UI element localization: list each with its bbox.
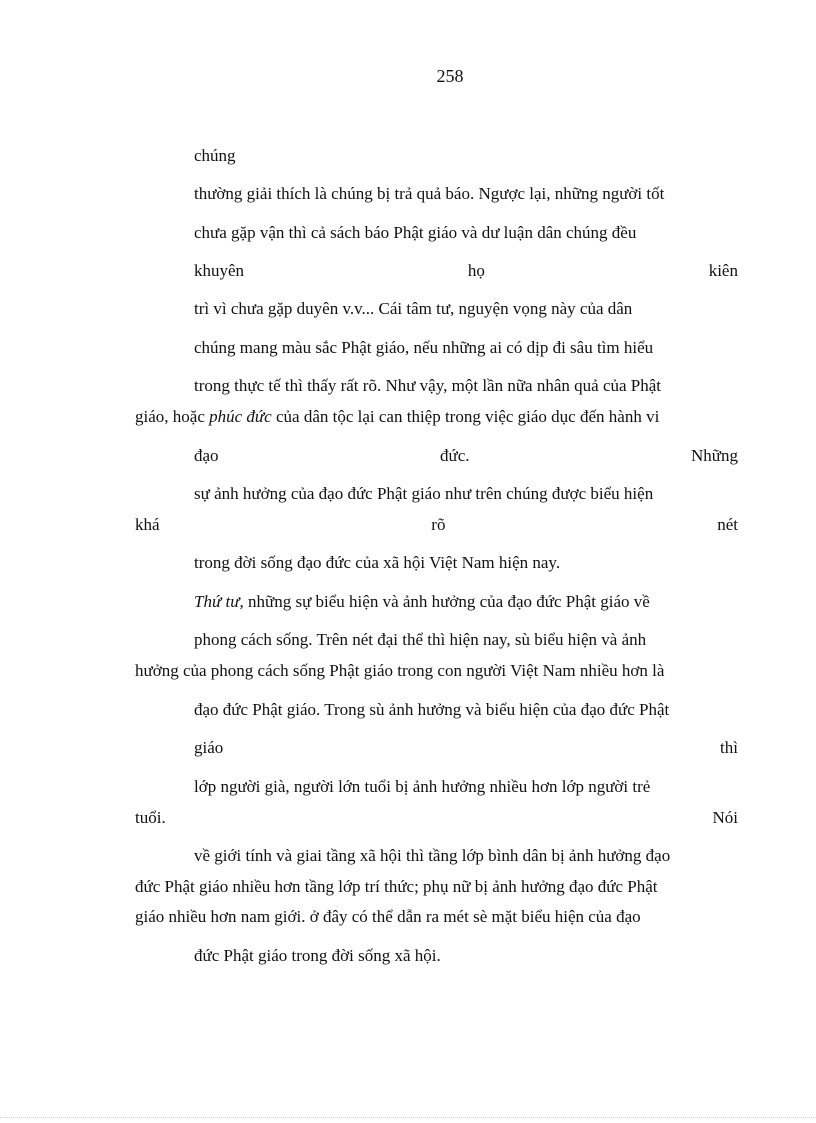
text-line: hưởng của phong cách sống Phật giáo trong con người Việt Nam nhiều hơn là	[135, 661, 665, 680]
text-line	[194, 446, 738, 466]
text-run: những sự biểu hiện và ảnh hưởng của đạo đức Phật giáo về	[243, 592, 650, 611]
text-run: của dân tộc lại can thiệp trong việc giáo dục đến hành vi	[271, 407, 660, 426]
text-line: đức Phật giáo trong đời sống xã hội.	[194, 946, 441, 965]
text-line: chúng mang màu sắc Phật giáo, nếu những ai có dịp đi sâu tìm hiểu	[194, 338, 654, 357]
text-line: về giới tính và giai tầng xã hội thì tầng lớp bình dân bị ảnh hưởng đạo	[194, 846, 671, 865]
word: rõ	[431, 515, 446, 534]
word: tuổi.	[135, 808, 166, 827]
page-number: 258	[436, 66, 464, 86]
word: Nói	[712, 808, 738, 827]
word: thì	[720, 738, 738, 757]
text-run: giáo, hoặc	[135, 407, 210, 426]
text-line	[135, 808, 738, 828]
word: kiên	[708, 261, 738, 280]
word: khuyên	[194, 261, 245, 280]
text-line	[194, 261, 738, 281]
text-line: trong đời sống đạo đức của xã hội Việt Nam hiện nay.	[194, 553, 561, 572]
emphasis-text: Thứ tư,	[194, 592, 244, 611]
text-line: giáo nhiều hơn nam giới. ở đây có thể dẫn ra mét sè mặt biểu hiện của đạo	[135, 907, 641, 926]
text-line: chúng	[194, 146, 236, 165]
word: đức.	[440, 446, 470, 465]
text-line	[194, 738, 738, 758]
text-line: đạo đức Phật giáo. Trong sù ảnh hưởng và biểu hiện của đạo đức Phật	[194, 700, 670, 719]
text-line: lớp người già, người lớn tuổi bị ảnh hưởng nhiều hơn lớp người trẻ	[194, 777, 651, 796]
text-line: trong thực tế thì thấy rất rõ. Như vậy, một lần nữa nhân quả của Phật	[194, 376, 662, 395]
text-line: sự ảnh hưởng của đạo đức Phật giáo như trên chúng được biểu hiện	[194, 484, 654, 503]
text-line	[135, 407, 659, 427]
word: đạo	[194, 446, 219, 465]
word: giáo	[194, 738, 224, 757]
text-line: chưa gặp vận thì cả sách báo Phật giáo và dư luận dân chúng đều	[194, 223, 637, 242]
text-line: phong cách sống. Trên nét đại thể thì hiện nay, sù biểu hiện và ảnh	[194, 630, 647, 649]
word: họ	[467, 261, 485, 280]
text-line: trì vì chưa gặp duyên v.v... Cái tâm tư, nguyện vọng này của dân	[194, 299, 633, 318]
emphasis-text: phúc đức	[209, 407, 272, 426]
text-line	[194, 592, 650, 612]
text-line: thường giải thích là chúng bị trả quả báo. Ngược lại, những người tốt	[194, 184, 665, 203]
page-bottom-rule	[0, 1117, 816, 1118]
text-line	[135, 515, 738, 535]
word: Những	[691, 446, 738, 465]
text-line: đức Phật giáo nhiều hơn tầng lớp trí thức; phụ nữ bị ảnh hưởng đạo đức Phật	[135, 877, 658, 896]
word: nét	[717, 515, 738, 534]
word: khá	[135, 515, 160, 534]
